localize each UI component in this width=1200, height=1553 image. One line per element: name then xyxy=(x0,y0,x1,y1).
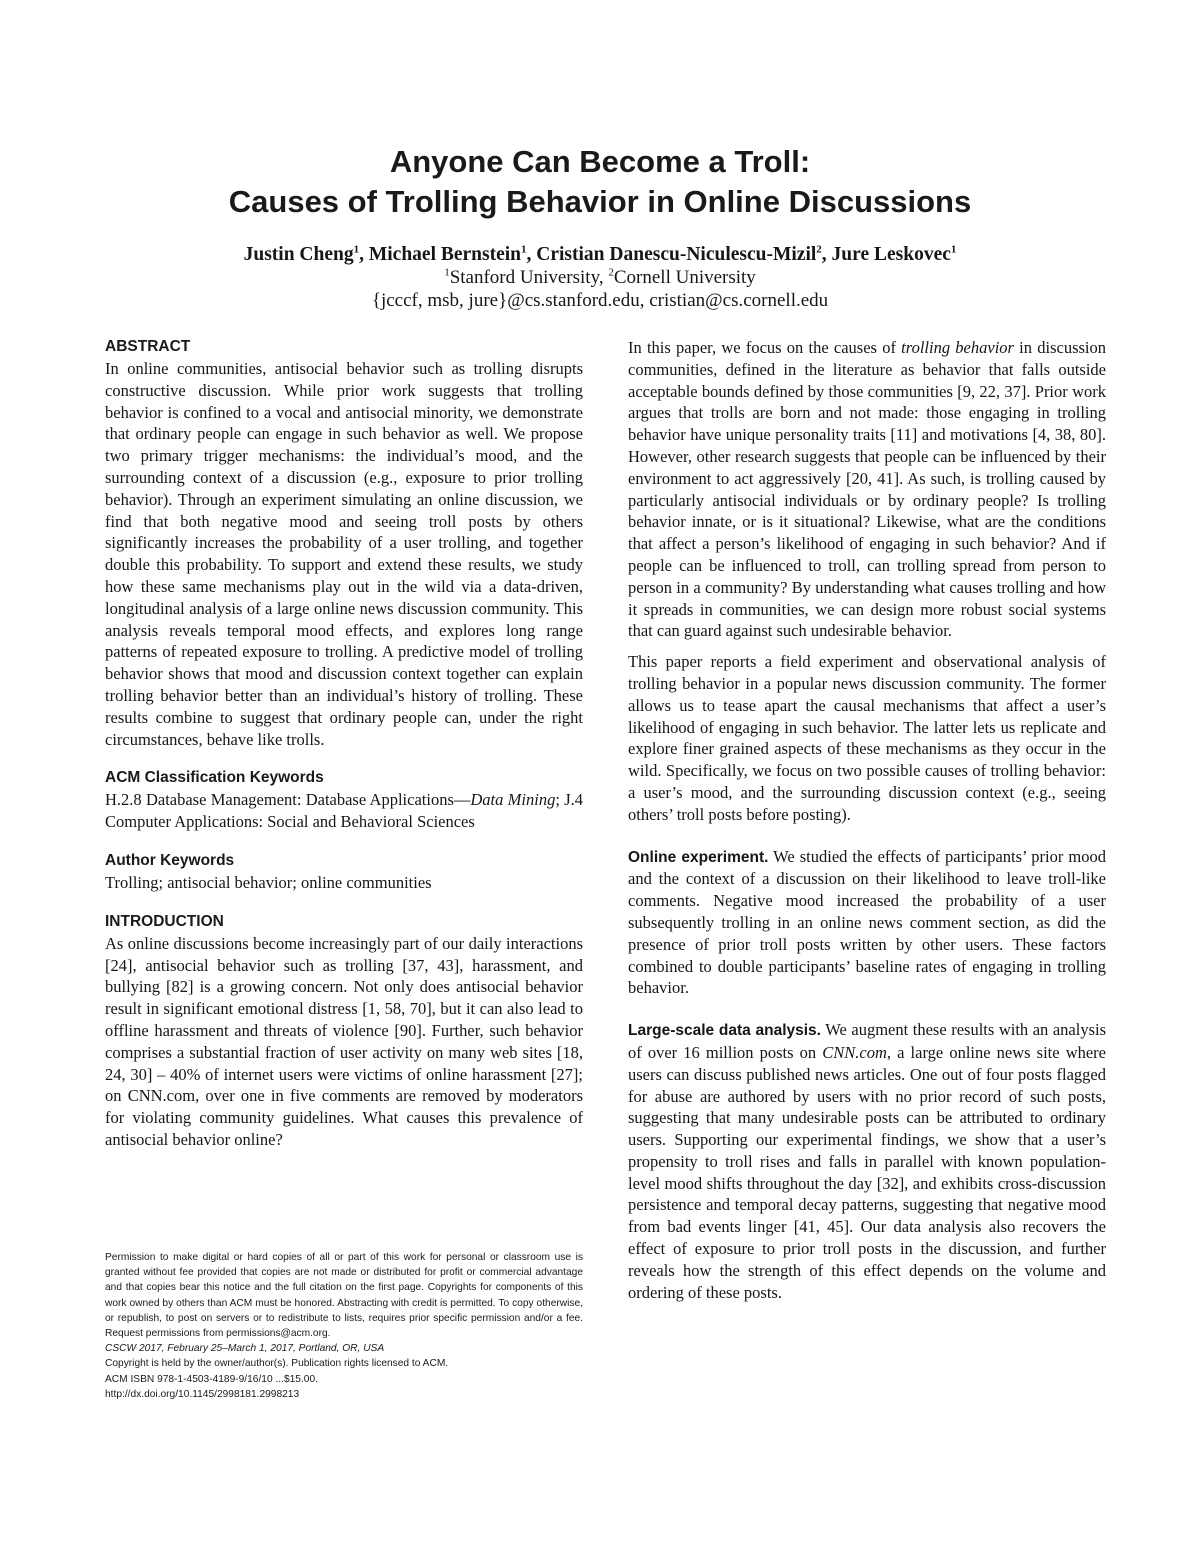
data-analysis-paragraph xyxy=(628,1019,1106,1303)
emphasis-text: CNN.com xyxy=(822,1042,887,1062)
acm-keywords-text xyxy=(105,789,583,833)
acm-keywords-text-b: ; J.4 Computer Applications: Social and Behavioral Sciences xyxy=(105,790,583,832)
acm-keywords-text-a: H.2.8 Database Management: Database Applications— xyxy=(105,790,471,810)
paragraph-text: We augment these results with an analysis of over 16 million posts on xyxy=(628,1020,1107,1062)
affiliation-1: Stanford University, xyxy=(449,267,604,288)
author-list xyxy=(0,243,1200,267)
rights-text: Copyright is held by the owner/author(s). Publication rights licensed to ACM. xyxy=(105,1358,449,1370)
author-affiliation-mark: 1 xyxy=(353,243,360,256)
doi-link[interactable]: http://dx.doi.org/10.1145/2998181.2998213 xyxy=(105,1388,300,1400)
acm-keywords-section xyxy=(105,768,583,833)
abstract-section xyxy=(105,337,583,750)
abstract-text: In online communities, antisocial behavior such as trolling disrupts constructive discussion. While prior work suggests that trolling behavior is confined to a vocal and antisocial minority, we demonstrate that ordinary people can engage in such behavior as well. We propose two primary trigger mechanisms: the individual’s mood, and the surrounding context of a discussion (e.g., exposure to prior trolling behavior). Through an experiment simulating an online discussion, we find that both negative mood and seeing troll posts by others significantly increases the probability of a user trolling, and together double this probability. To support and extend these results, we study how these same mechanisms play out in the wild via a data-driven, longitudinal analysis of a large online news discussion community. This analysis reveals temporal mood effects, and explores long range patterns of repeated exposure to trolling. A predictive model of trolling behavior shows that mood and discussion context together can explain trolling behavior better than an individual’s history of trolling. These results combine to suggest that ordinary people can, under the right circumstances, behave like trolls. xyxy=(105,359,583,749)
venue-text: CSCW 2017, February 25–March 1, 2017, Portland, OR, USA xyxy=(105,1343,385,1355)
abstract-heading: ABSTRACT xyxy=(105,338,191,355)
title-line-1: Anyone Can Become a Troll: xyxy=(389,144,811,179)
author-keywords-section xyxy=(105,851,583,894)
author-separator: , xyxy=(821,244,832,265)
permission-text: Permission to make digital or hard copies of all or part of this work for personal or classroom use is granted without fee provided that copies are not made or distributed for profit or commercial advantage and that copies bear this notice and the full citation on the first page. Copyrights for components of this work owned by others than ACM must be honored. Abstracting with credit is permitted. To copy otherwise, or republish, to post on servers or to redistribute to lists, requires prior specific permission and/or a fee. Request permissions from permissions@acm.org. xyxy=(105,1252,583,1340)
paper-title xyxy=(0,142,1200,222)
acm-keywords-heading: ACM Classification Keywords xyxy=(105,769,324,787)
copyright-notice xyxy=(105,1250,583,1402)
acm-keywords-emphasis: Data Mining xyxy=(470,790,556,810)
paragraph-text: , a large online news site where users can discuss published news articles. One out of four posts flagged for abuse are authored by users with no prior record of such posts, suggesting that many undesirable posts can be attributed to ordinary users. Supporting our experimental findings, we show that a user’s propensity to troll rises and falls in parallel with known population-level mood shifts throughout the day [32], and exhibits cross-discussion persistence and temporal decay patterns, suggesting that negative mood from bad events linger [41, 45]. Our data analysis also recovers the effect of exposure to prior troll posts in the discussion, and further reveals how the strength of this effect depends on the volume and ordering of these posts. xyxy=(628,1042,1106,1302)
author-name: Michael Bernstein xyxy=(368,244,522,265)
paragraph-text: We studied the effects of participants’ prior mood and the context of a discussion on their likelihood to leave troll-like comments. Negative mood increased the probability of a user subsequently trolling in an online news comment section, as did the presence of prior troll posts written by other users. These factors combined to double participants’ baseline rates of engaging in trolling behavior. xyxy=(628,846,1106,998)
intro-paragraph xyxy=(628,337,1106,642)
right-column xyxy=(628,337,1106,1303)
author-emails: {jcccf, msb, jure}@cs.stanford.edu, cristian@cs.cornell.edu xyxy=(371,290,829,311)
overview-paragraph: This paper reports a field experiment and observational analysis of trolling behavior in a popular news discussion community. The former allows us to tease apart the causal mechanisms that affect a user’s likelihood of engaging in such behavior. The latter lets us replicate and explore finer grained aspects of these mechanisms as they occur in the wild. Specifically, we focus on two possible causes of trolling behavior: a user’s mood, and the surrounding discussion context (e.g., seeing others’ troll posts before posting). xyxy=(628,652,1106,824)
author-affiliation-mark: 2 xyxy=(816,243,822,256)
author-name: Jure Leskovec xyxy=(831,244,951,265)
author-name: Justin Cheng xyxy=(243,244,354,265)
title-line-2: Causes of Trolling Behavior in Online Discussions xyxy=(228,184,972,219)
introduction-heading: INTRODUCTION xyxy=(105,912,224,930)
run-in-heading: Online experiment. xyxy=(628,848,769,866)
emphasis-text: trolling behavior xyxy=(901,338,1014,357)
affiliation-mark: 2 xyxy=(608,266,614,279)
affiliations xyxy=(0,266,1200,290)
author-separator: , xyxy=(526,244,537,265)
introduction-text: As online discussions become increasingly part of our daily interactions [24], antisocial behavior such as trolling [37, 43], harassment, and bullying [82] is a growing concern. Not only does antisocial behavior result in significant emotional distress [1, 58, 70], but it can also lead to offline harassment and threats of violence [90]. Further, such behavior comprises a substantial fraction of user activity on many web sites [18, 24, 30] – 40% of internet users were victims of online harassment [27]; on CNN.com, over one in five comments are removed by moderators for violating community guidelines. What causes this prevalence of antisocial behavior online? xyxy=(105,933,583,1149)
affiliation-2: Cornell University xyxy=(613,267,756,288)
author-separator: , xyxy=(359,244,369,265)
online-experiment-paragraph xyxy=(628,846,1106,1000)
author-keywords-text: Trolling; antisocial behavior; online communities xyxy=(105,872,432,892)
author-name: Cristian Danescu-Niculescu-Mizil xyxy=(536,244,817,265)
paragraph-text: In this paper, we focus on the causes of xyxy=(628,338,902,357)
author-affiliation-mark: 1 xyxy=(521,243,527,256)
affiliation-mark: 1 xyxy=(444,266,450,279)
paragraph-text: in discussion communities, defined in the literature as behavior that falls outside acceptable bounds defined by those communities [9, 22, 37]. Prior work argues that trolls are born and not made: those engaging in trolling behavior have unique personality traits [11] and motivations [4, 38, 80]. However, other research suggests that people can be influenced by their environment to act aggressively [20, 41]. As such, is trolling caused by particularly antisocial individuals or by ordinary people? Is trolling behavior innate, or is it situational? Likewise, what are the conditions that affect a person’s likelihood of engaging in such behavior? And if people can be influenced to troll, can trolling spread from person to person in a community? By understanding what causes trolling and how it spreads in communities, we can design more robust social systems that can guard against such undesirable behavior. xyxy=(628,338,1106,641)
introduction-section xyxy=(105,912,583,1151)
author-keywords-heading: Author Keywords xyxy=(105,851,235,869)
left-column xyxy=(105,337,583,1169)
isbn-text: ACM ISBN 978-1-4503-4189-9/16/10 ...$15.00. xyxy=(105,1373,318,1385)
author-affiliation-mark: 1 xyxy=(950,243,957,256)
run-in-heading: Large-scale data analysis. xyxy=(628,1022,821,1040)
